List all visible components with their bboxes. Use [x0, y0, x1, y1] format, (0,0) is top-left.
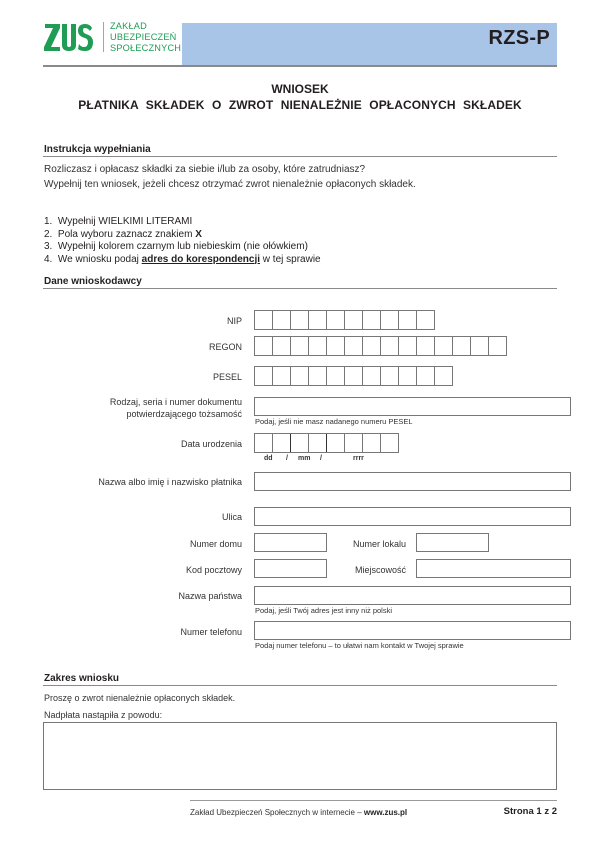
character-cell[interactable]	[399, 311, 417, 329]
character-cell[interactable]	[255, 311, 273, 329]
nip-label: NIP	[226, 316, 242, 326]
payer-name-input[interactable]	[254, 472, 571, 491]
phone-input[interactable]	[254, 621, 571, 640]
character-cell[interactable]	[273, 434, 291, 452]
character-cell[interactable]	[399, 367, 417, 385]
character-cell[interactable]	[381, 311, 399, 329]
footer-link[interactable]: www.zus.pl	[363, 808, 408, 817]
regon-input[interactable]	[254, 336, 507, 356]
section-heading-scope: Zakres wniosku	[44, 673, 120, 684]
instruction-intro: Wypełnij ten wniosek, jeżeli chcesz otrzymać zwrot nienależnie opłaconych składek.	[44, 179, 416, 190]
character-cell[interactable]	[417, 337, 435, 355]
character-cell[interactable]	[273, 367, 291, 385]
flat-number-label: Numer lokalu	[352, 539, 406, 549]
scope-reason-label: Nadpłata nastąpiła z powodu:	[44, 710, 163, 720]
nip-input[interactable]	[254, 310, 435, 330]
character-cell[interactable]	[435, 367, 453, 385]
birth-date-input[interactable]	[254, 433, 399, 453]
flat-number-input[interactable]	[416, 533, 489, 552]
character-cell[interactable]	[309, 337, 327, 355]
character-cell[interactable]	[363, 337, 381, 355]
logo-line: SPOŁECZNYCH	[110, 43, 182, 53]
date-format-sep: /	[320, 455, 322, 462]
footer-divider	[190, 800, 557, 801]
date-format-yyyy: rrrr	[353, 455, 364, 462]
character-cell[interactable]	[345, 434, 363, 452]
character-cell[interactable]	[381, 434, 399, 452]
character-cell[interactable]	[309, 434, 327, 452]
pesel-input[interactable]	[254, 366, 453, 386]
character-cell[interactable]	[381, 367, 399, 385]
section-heading-instructions: Instrukcja wypełniania	[44, 144, 151, 155]
character-cell[interactable]	[417, 311, 435, 329]
logo-text	[110, 21, 181, 54]
character-cell[interactable]	[291, 367, 309, 385]
character-cell[interactable]	[255, 367, 273, 385]
footer-text: Zakład Ubezpieczeń Społecznych w internecie – www.zus.pl	[190, 808, 408, 817]
scope-request-text: Proszę o zwrot nienależnie opłaconych składek.	[44, 693, 236, 703]
section-divider	[43, 685, 557, 686]
pesel-label: PESEL	[212, 372, 242, 382]
page-number: Strona 1 z 2	[503, 806, 557, 817]
phone-hint: Podaj numer telefonu – to ułatwi nam kontakt w Twojej sprawie	[255, 641, 464, 650]
header-divider	[43, 65, 557, 67]
character-cell[interactable]	[489, 337, 507, 355]
street-label: Ulica	[221, 512, 242, 522]
id-document-input[interactable]	[254, 397, 571, 416]
overpayment-reason-input[interactable]	[43, 722, 557, 790]
document-title: WNIOSEK	[271, 82, 329, 96]
section-divider	[43, 156, 557, 157]
character-cell[interactable]	[327, 337, 345, 355]
character-cell[interactable]	[327, 311, 345, 329]
date-format-dd: dd	[264, 455, 273, 462]
logo-separator	[103, 22, 104, 52]
country-label: Nazwa państwa	[178, 591, 242, 601]
id-document-label: Rodzaj, seria i numer dokumentu potwierdzającego tożsamość	[109, 397, 242, 419]
instruction-intro: Rozliczasz i opłacasz składki za siebie i/lub za osoby, które zatrudniasz?	[44, 164, 366, 175]
logo-line: ZAKŁAD	[110, 21, 147, 31]
postcode-input[interactable]	[254, 559, 327, 578]
character-cell[interactable]	[399, 337, 417, 355]
form-code: RZS-P	[488, 27, 550, 49]
character-cell[interactable]	[255, 337, 273, 355]
instruction-item: 1. Wypełnij WIELKIMI LITERAMI	[44, 216, 193, 227]
street-input[interactable]	[254, 507, 571, 526]
house-number-input[interactable]	[254, 533, 327, 552]
city-input[interactable]	[416, 559, 571, 578]
character-cell[interactable]	[363, 311, 381, 329]
phone-label: Numer telefonu	[180, 627, 242, 637]
character-cell[interactable]	[345, 367, 363, 385]
section-heading-applicant: Dane wnioskodawcy	[44, 276, 142, 287]
character-cell[interactable]	[327, 434, 345, 452]
character-cell[interactable]	[363, 434, 381, 452]
zus-logo-icon	[44, 22, 94, 52]
country-input[interactable]	[254, 586, 571, 605]
character-cell[interactable]	[291, 434, 309, 452]
instruction-item: 2. Pola wyboru zaznacz znakiem X	[44, 228, 202, 240]
character-cell[interactable]	[327, 367, 345, 385]
date-format-sep: /	[286, 455, 288, 462]
character-cell[interactable]	[309, 367, 327, 385]
city-label: Miejscowość	[354, 565, 406, 575]
character-cell[interactable]	[417, 367, 435, 385]
character-cell[interactable]	[309, 311, 327, 329]
logo-line: UBEZPIECZEŃ	[110, 32, 177, 42]
country-hint: Podaj, jeśli Twój adres jest inny niż polski	[255, 606, 393, 615]
instruction-list	[44, 216, 321, 266]
payer-name-label: Nazwa albo imię i nazwisko płatnika	[98, 477, 242, 487]
document-subtitle: PŁATNIKA SKŁADEK O ZWROT NIENALEŻNIE OPŁACONYCH SKŁADEK	[78, 98, 522, 112]
date-format-mm: mm	[298, 455, 311, 462]
instruction-item: 4. We wniosku podaj adres do korespondencji w tej sprawie	[44, 253, 321, 265]
house-number-label: Numer domu	[189, 539, 242, 549]
postcode-label: Kod pocztowy	[185, 565, 242, 575]
character-cell[interactable]	[471, 337, 489, 355]
character-cell[interactable]	[381, 337, 399, 355]
character-cell[interactable]	[273, 311, 291, 329]
regon-label: REGON	[208, 342, 242, 352]
section-divider	[43, 288, 557, 289]
character-cell[interactable]	[435, 337, 453, 355]
character-cell[interactable]	[345, 337, 363, 355]
id-document-hint: Podaj, jeśli nie masz nadanego numeru PESEL	[255, 417, 413, 426]
character-cell[interactable]	[291, 337, 309, 355]
instruction-item: 3. Wypełnij kolorem czarnym lub niebieskim (nie ołówkiem)	[44, 241, 308, 252]
character-cell[interactable]	[291, 311, 309, 329]
character-cell[interactable]	[273, 337, 291, 355]
character-cell[interactable]	[345, 311, 363, 329]
character-cell[interactable]	[255, 434, 273, 452]
character-cell[interactable]	[363, 367, 381, 385]
character-cell[interactable]	[453, 337, 471, 355]
birth-date-label: Data urodzenia	[180, 439, 242, 449]
